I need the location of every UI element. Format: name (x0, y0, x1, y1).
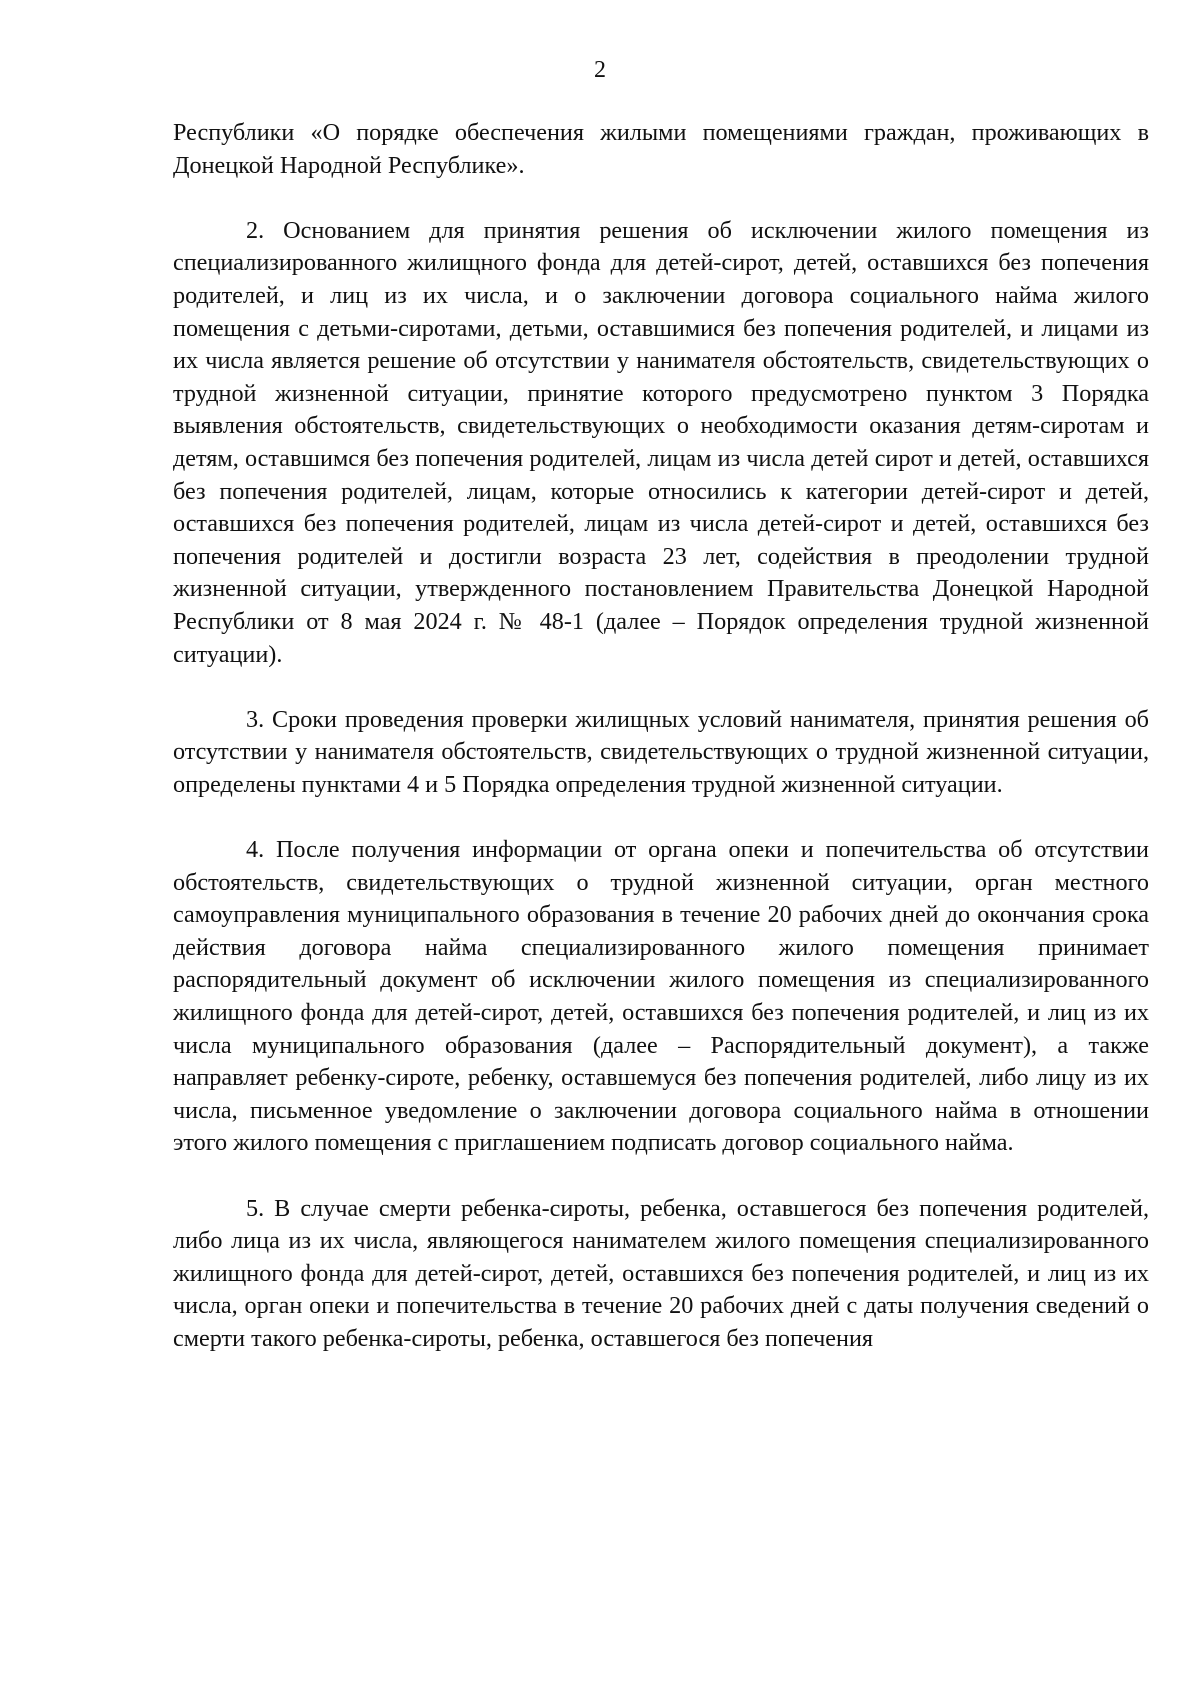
paragraph-gap (173, 182, 1149, 215)
paragraph-3: 3. Сроки проведения проверки жилищных условий нанимателя, принятия решения об отсутствии у нанимателя обстоятельств, свидетельствующих о трудной жизненной ситуации, определены пунктами 4 и 5 Порядка определения трудной жизненной ситуации. (173, 705, 1149, 798)
paragraph-gap (173, 1160, 1149, 1193)
document-body (173, 117, 1149, 1356)
paragraph-4: 4. После получения информации от органа опеки и попечительства об отсутствии обстоятельств, свидетельствующих о трудной жизненной ситуации, орган местного самоуправления муниципального образования в течение 20 рабочих дней до окончания срока действия договора найма специализированного жилого помещения принимает распорядительный документ об исключении жилого помещения из специализированного жилищного фонда для детей-сирот, детей, оставшихся без попечения родителей, и лиц из их числа муниципального образования (далее – Распорядительный документ), а также направляет ребенку-сироте, ребенку, оставшемуся без попечения родителей, либо лицу из их числа, письменное уведомление о заключении договора социального найма в отношении этого жилого помещения с приглашением подписать договор социального найма. (173, 836, 1149, 1157)
paragraph-2: 2. Основанием для принятия решения об исключении жилого помещения из специализированного жилищного фонда для детей-сирот, детей, оставшихся без попечения родителей, и лиц из их числа, и о заключении договора социального найма жилого помещения с детьми-сиротами, детьми, оставшимися без попечения родителей, и лицами из их числа является решение об отсутствии у нанимателя обстоятельств, свидетельствующих о трудной жизненной ситуации, принятие которого предусмотрено пунктом 3 Порядка выявления обстоятельств, свидетельствующих о необходимости оказания детям-сиротам и детям, оставшимся без попечения родителей, лицам из числа детей сирот и детей, оставшихся без попечения родителей, лицам, которые относились к категории детей-сирот и детей, оставшихся без попечения родителей, лицам из числа детей-сирот и детей, оставшихся без попечения родителей и достигли возраста 23 лет, содействия в преодолении трудной жизненной ситуации, утвержденного постановлением Правительства Донецкой Народной Республики от 8 мая 2024 г. № 48-1 (далее – Порядок определения трудной жизненной ситуации). (173, 216, 1149, 668)
paragraph-continuation: Республики «О порядке обеспечения жилыми помещениями граждан, проживающих в Донецкой Народной Республике». (173, 119, 1149, 179)
paragraph-gap (173, 671, 1149, 704)
page-number: 2 (594, 57, 606, 83)
paragraph-5: 5. В случае смерти ребенка-сироты, ребенка, оставшегося без попечения родителей, либо лица из их числа, являющегося нанимателем жилого помещения специализированного жилищного фонда для детей-сирот, детей, оставшихся без попечения родителей, и лиц из их числа, орган опеки и попечительства в течение 20 рабочих дней с даты получения сведений о смерти такого ребенка-сироты, ребенка, оставшегося без попечения (173, 1194, 1149, 1352)
paragraph-gap (173, 801, 1149, 834)
